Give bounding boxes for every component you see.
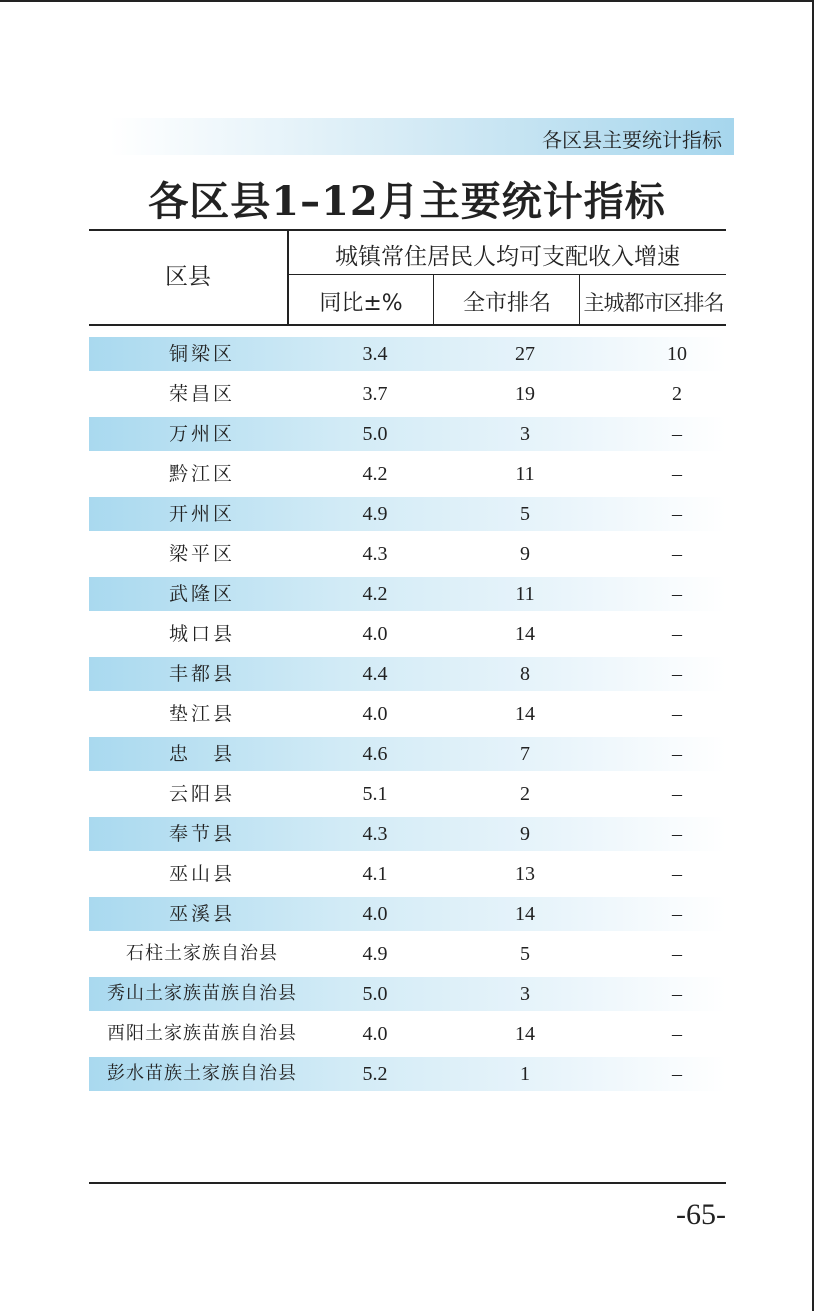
yoy-cell: 4.6 (362, 743, 388, 765)
main-city-rank-cell: – (672, 823, 682, 845)
yoy-cell: 4.3 (362, 543, 388, 565)
city-rank-cell: 3 (520, 983, 530, 1005)
table-row (89, 697, 726, 731)
district-cell: 忠 县 (168, 743, 235, 765)
yoy-cell: 4.0 (362, 1023, 388, 1045)
district-cell: 城口县 (168, 623, 235, 645)
yoy-cell: 4.9 (362, 503, 388, 525)
running-head-band (110, 118, 734, 155)
yoy-cell: 5.2 (362, 1063, 388, 1085)
main-city-rank-cell: 10 (667, 343, 687, 365)
page-border-top (0, 0, 814, 2)
city-rank-cell: 9 (520, 823, 530, 845)
yoy-cell: 4.3 (362, 823, 388, 845)
table-row (89, 577, 726, 611)
city-rank-cell: 5 (520, 503, 530, 525)
district-cell: 丰都县 (168, 663, 235, 685)
district-cell: 垫江县 (168, 703, 235, 725)
city-rank-cell: 8 (520, 663, 530, 685)
main-city-rank-cell: – (672, 583, 682, 605)
header-income-growth: 城镇常住居民人均可支配收入增速 (335, 244, 680, 270)
district-cell: 石柱土家族自治县 (126, 943, 278, 964)
table-row (89, 737, 726, 771)
main-city-rank-cell: – (672, 543, 682, 565)
yoy-cell: 5.1 (362, 783, 388, 805)
district-cell: 巫山县 (168, 863, 235, 885)
table-row (89, 857, 726, 891)
city-rank-cell: 1 (520, 1063, 530, 1085)
city-rank-cell: 11 (515, 463, 535, 485)
main-city-rank-cell: – (672, 703, 682, 725)
city-rank-cell: 11 (515, 583, 535, 605)
table-row (89, 497, 726, 531)
city-rank-cell: 5 (520, 943, 530, 965)
district-cell: 秀山土家族苗族自治县 (107, 983, 297, 1004)
table-row (89, 897, 726, 931)
main-city-rank-cell: – (672, 743, 682, 765)
main-city-rank-cell: 2 (672, 383, 682, 405)
table-row (89, 457, 726, 491)
table-row (89, 1017, 726, 1051)
yoy-cell: 4.0 (362, 623, 388, 645)
yoy-cell: 4.1 (362, 863, 388, 885)
city-rank-cell: 27 (515, 343, 535, 365)
yoy-cell: 4.9 (362, 943, 388, 965)
city-rank-cell: 7 (520, 743, 530, 765)
city-rank-cell: 3 (520, 423, 530, 445)
yoy-cell: 3.4 (362, 343, 388, 365)
district-cell: 开州区 (168, 503, 235, 525)
yoy-cell: 5.0 (362, 423, 388, 445)
yoy-cell: 4.2 (362, 583, 388, 605)
header-bottom-rule (89, 324, 726, 326)
main-city-rank-cell: – (672, 903, 682, 925)
table-row (89, 657, 726, 691)
yoy-cell: 4.0 (362, 903, 388, 925)
table-row (89, 817, 726, 851)
city-rank-cell: 2 (520, 783, 530, 805)
city-rank-cell: 9 (520, 543, 530, 565)
city-rank-cell: 14 (515, 703, 535, 725)
yoy-cell: 4.4 (362, 663, 388, 685)
city-rank-cell: 13 (515, 863, 535, 885)
district-cell: 云阳县 (168, 783, 235, 805)
district-cell: 奉节县 (168, 823, 235, 845)
yoy-cell: 4.0 (362, 703, 388, 725)
district-cell: 铜梁区 (168, 343, 235, 365)
city-rank-cell: 19 (515, 383, 535, 405)
main-city-rank-cell: – (672, 1023, 682, 1045)
table-row (89, 337, 726, 371)
header-group-rule (288, 274, 726, 275)
header-district: 区县 (165, 264, 211, 290)
footer-rule (89, 1182, 726, 1184)
main-city-rank-cell: – (672, 663, 682, 685)
running-head: 各区县主要统计指标 (542, 128, 722, 152)
table-row (89, 617, 726, 651)
main-city-rank-cell: – (672, 503, 682, 525)
page-title: 各区县1–12月主要统计指标 (148, 178, 666, 225)
header-divider (433, 275, 434, 324)
table-row (89, 937, 726, 971)
table-top-rule (89, 229, 726, 231)
yoy-cell: 3.7 (362, 383, 388, 405)
main-city-rank-cell: – (672, 983, 682, 1005)
district-cell: 武隆区 (168, 583, 235, 605)
header-yoy: 同比±% (319, 291, 403, 316)
main-city-rank-cell: – (672, 943, 682, 965)
main-city-rank-cell: – (672, 863, 682, 885)
table-row (89, 977, 726, 1011)
main-city-rank-cell: – (672, 463, 682, 485)
district-cell: 黔江区 (168, 463, 235, 485)
city-rank-cell: 14 (515, 903, 535, 925)
district-cell: 酉阳土家族苗族自治县 (107, 1023, 297, 1044)
district-cell: 巫溪县 (168, 903, 235, 925)
table-row (89, 377, 726, 411)
main-city-rank-cell: – (672, 783, 682, 805)
table-row (89, 777, 726, 811)
header-divider (579, 275, 580, 324)
yoy-cell: 4.2 (362, 463, 388, 485)
yoy-cell: 5.0 (362, 983, 388, 1005)
main-city-rank-cell: – (672, 1063, 682, 1085)
district-cell: 梁平区 (168, 543, 235, 565)
table-row (89, 417, 726, 451)
city-rank-cell: 14 (515, 1023, 535, 1045)
page-number: -65- (676, 1198, 726, 1231)
header-main-city-rank: 主城都市区排名 (583, 291, 724, 315)
district-cell: 彭水苗族土家族自治县 (107, 1063, 297, 1084)
table-row (89, 537, 726, 571)
district-cell: 万州区 (168, 423, 235, 445)
city-rank-cell: 14 (515, 623, 535, 645)
main-city-rank-cell: – (672, 423, 682, 445)
table-row (89, 1057, 726, 1091)
header-city-rank: 全市排名 (462, 291, 551, 316)
main-city-rank-cell: – (672, 623, 682, 645)
district-cell: 荣昌区 (168, 383, 235, 405)
